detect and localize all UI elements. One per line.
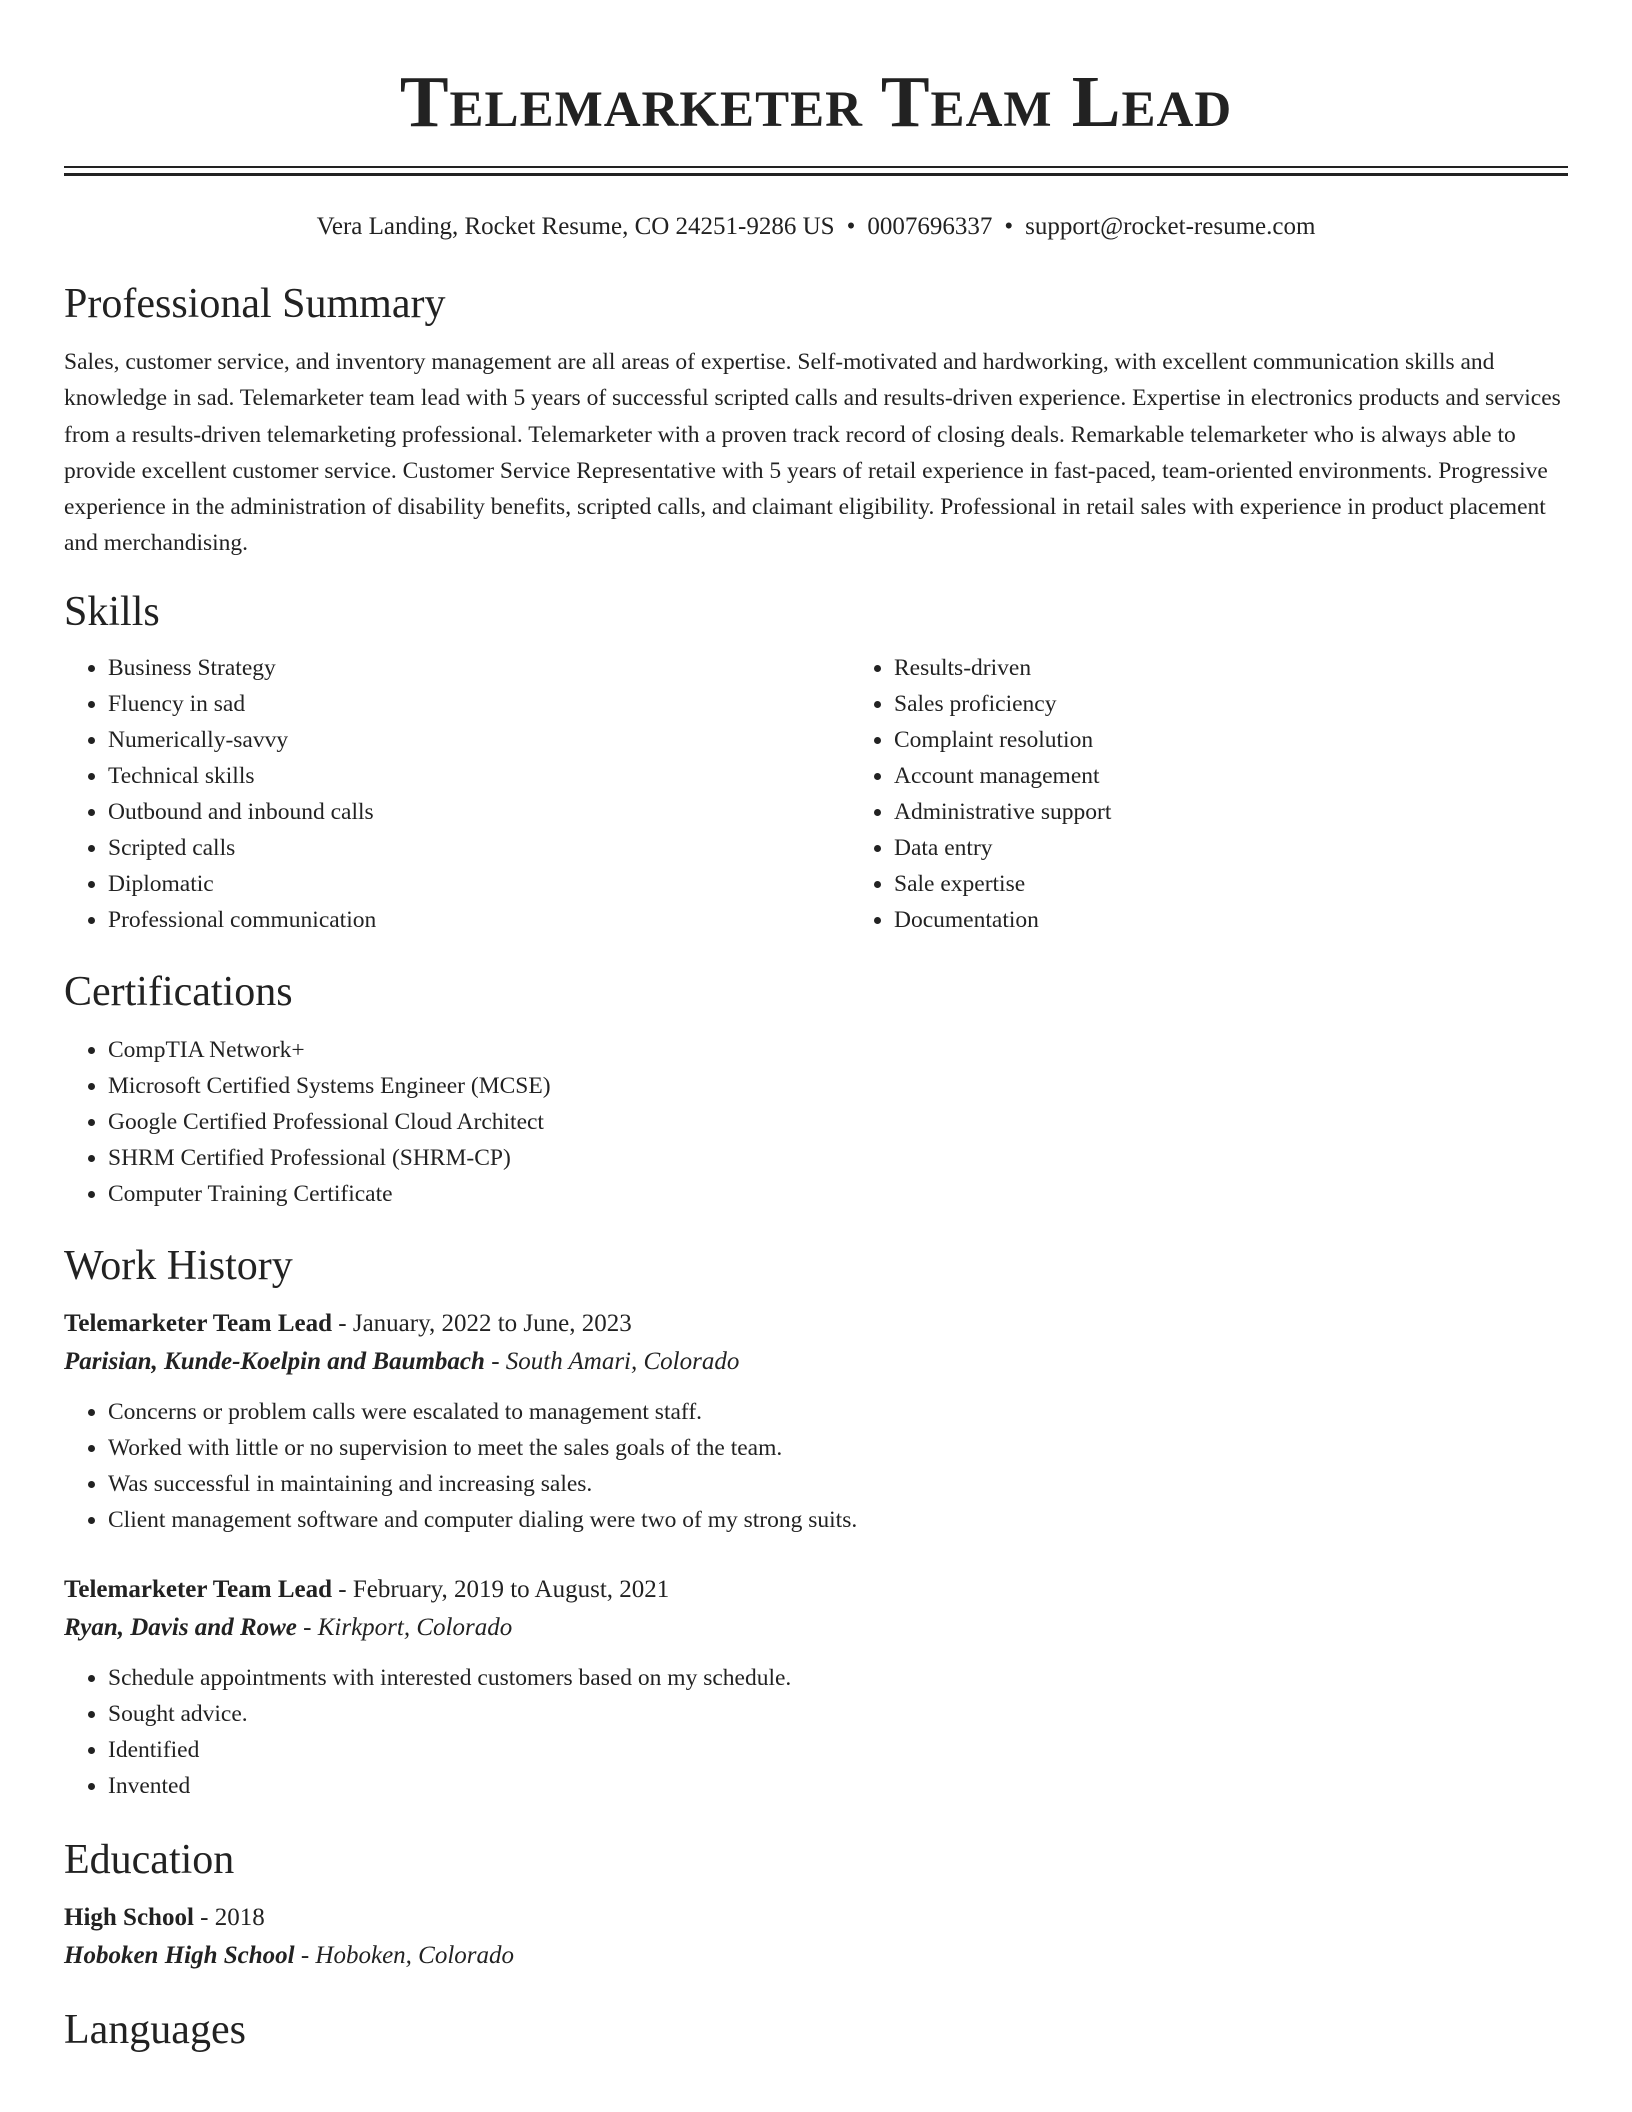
skill-item: • Outbound and inbound calls	[108, 794, 850, 830]
skills-columns	[64, 650, 1568, 938]
skills-heading: Skills	[64, 588, 160, 635]
skill-item: • Professional communication	[108, 902, 850, 938]
skills-list-right	[850, 650, 1632, 938]
skill-item: • Business Strategy	[108, 650, 850, 686]
company-line	[64, 1342, 1568, 1382]
school-name: Hoboken High School	[64, 1941, 295, 1969]
education-entry	[64, 1900, 1568, 1976]
job-duty-item: • Client management software and computer dialing were two of my strong suits.	[108, 1502, 1568, 1538]
skill-item: • Administrative support	[894, 794, 1632, 830]
school-location: - Hoboken, Colorado	[294, 1941, 515, 1969]
job-dates: - February, 2019 to August, 2021	[332, 1575, 670, 1603]
company-line	[64, 1608, 1568, 1648]
certification-item: • Google Certified Professional Cloud Architect	[108, 1104, 1568, 1140]
skill-item: • Documentation	[894, 902, 1632, 938]
job-title-line	[64, 1572, 1568, 1608]
job-duty-item: • Was successful in maintaining and increasing sales.	[108, 1466, 1568, 1502]
degree-line	[64, 1900, 1568, 1936]
skill-item: • Numerically-savvy	[108, 722, 850, 758]
contact-address: Vera Landing, Rocket Resume, CO 24251-9286 US	[316, 213, 835, 240]
resume-title: Telemarketer Team Lead	[399, 61, 1233, 142]
job-duties-list	[64, 1660, 1568, 1804]
education-heading: Education	[64, 1836, 235, 1883]
contact-separator: •	[1004, 213, 1014, 240]
skills-list-left	[64, 650, 850, 938]
job-duty-item: • Sought advice.	[108, 1696, 1568, 1732]
skill-item: • Diplomatic	[108, 866, 850, 902]
contact-email: support@rocket-resume.com	[1025, 213, 1316, 240]
job-entry	[64, 1306, 1568, 1538]
work-history-heading: Work History	[64, 1242, 293, 1289]
school-line	[64, 1936, 1568, 1976]
skill-item: • Scripted calls	[108, 830, 850, 866]
certification-item: • Microsoft Certified Systems Engineer (MCSE)	[108, 1068, 1568, 1104]
certifications-list	[64, 1032, 1568, 1212]
skill-item: • Results-driven	[894, 650, 1632, 686]
languages-heading: Languages	[64, 2006, 246, 2053]
skill-item: • Data entry	[894, 830, 1632, 866]
degree: High School	[64, 1903, 194, 1931]
skill-item: • Fluency in sad	[108, 686, 850, 722]
job-title: Telemarketer Team Lead	[64, 1575, 333, 1603]
contact-separator: •	[846, 213, 856, 240]
job-duties-list	[64, 1394, 1568, 1538]
job-entry	[64, 1572, 1568, 1804]
job-duty-item: • Concerns or problem calls were escalated to management staff.	[108, 1394, 1568, 1430]
skill-item: • Complaint resolution	[894, 722, 1632, 758]
company-location: - South Amari, Colorado	[484, 1347, 740, 1375]
company-name: Ryan, Davis and Rowe	[64, 1613, 297, 1641]
summary-heading: Professional Summary	[64, 281, 446, 327]
company-location: - Kirkport, Colorado	[296, 1613, 513, 1641]
job-duty-item: • Worked with little or no supervision to meet the sales goals of the team.	[108, 1430, 1568, 1466]
contact-phone: 0007696337	[867, 213, 993, 240]
job-duty-item: • Invented	[108, 1768, 1568, 1804]
certification-item: • SHRM Certified Professional (SHRM-CP)	[108, 1140, 1568, 1176]
title-divider	[64, 166, 1568, 176]
certification-item: • CompTIA Network+	[108, 1032, 1568, 1068]
graduation-year: - 2018	[193, 1903, 265, 1931]
contact-line	[64, 210, 1568, 244]
skill-item: • Sales proficiency	[894, 686, 1632, 722]
job-duty-item: • Identified	[108, 1732, 1568, 1768]
summary-text: Sales, customer service, and inventory management are all areas of expertise. Self-motivated and hardworking, with excellent communication skills and knowledge in sad. Telemarketer team lead with 5 years of successful scripted calls and results-driven experience. Expertise in electronics products and services from a results-driven telemarketing professional. Telemarketer with a proven track record of closing deals. Remarkable telemarketer who is always able to provide excellent customer service. Customer Service Representative with 5 years of retail experience in fast-paced, team-oriented environments. Progressive experience in the administration of disability benefits, scripted calls, and claimant eligibility. Professional in retail sales with experience in product placement and merchandising.	[64, 349, 1561, 557]
job-dates: - January, 2022 to June, 2023	[332, 1309, 632, 1337]
certifications-heading: Certifications	[64, 968, 293, 1015]
job-duty-item: • Schedule appointments with interested customers based on my schedule.	[108, 1660, 1568, 1696]
certification-item: • Computer Training Certificate	[108, 1176, 1568, 1212]
skill-item: • Sale expertise	[894, 866, 1632, 902]
skill-item: • Technical skills	[108, 758, 850, 794]
job-title-line	[64, 1306, 1568, 1342]
skill-item: • Account management	[894, 758, 1632, 794]
company-name: Parisian, Kunde-Koelpin and Baumbach	[64, 1347, 485, 1375]
job-title: Telemarketer Team Lead	[64, 1309, 333, 1337]
